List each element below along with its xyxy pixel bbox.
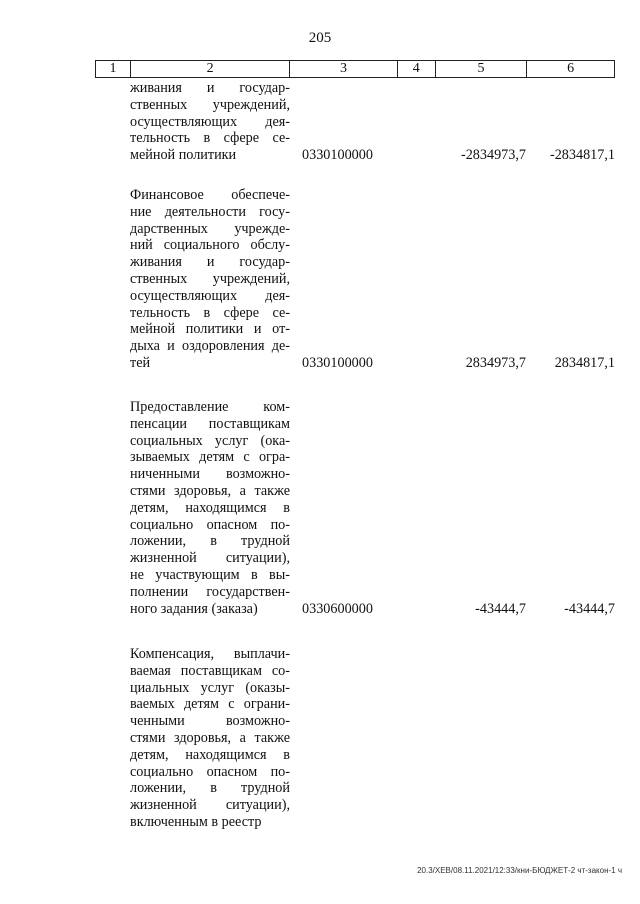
description-line: жизненной ситуации), (130, 550, 290, 567)
description-line: детям, находящимся в (130, 746, 290, 763)
row-value-col5: 2834973,7 (465, 355, 526, 371)
description-line: ченными возможно- (130, 713, 290, 730)
row-value-col6: -2834817,1 (549, 147, 615, 163)
description-line: ний социального обслу- (130, 237, 290, 254)
description-line: ложении, в трудной (130, 780, 290, 797)
description-line: социально опасном по- (130, 516, 290, 533)
row-value-col5: -2834973,7 (460, 147, 526, 163)
row-description (130, 187, 290, 372)
row-code: 0330100000 (302, 147, 373, 163)
description-line: жизненной ситуации), (130, 797, 290, 814)
description-line: тельность в сфере се- (130, 304, 290, 321)
description-line: тей (130, 354, 151, 371)
description-line: пенсации поставщикам (130, 415, 290, 432)
description-line: стями здоровья, а также (130, 482, 290, 499)
description-line: мейной политики (130, 147, 237, 164)
column-header-3: 3 (290, 61, 398, 77)
description-line: социальных услуг (ока- (130, 432, 290, 449)
description-line: живания и государ- (130, 254, 290, 271)
description-line: ложении, в трудной (130, 533, 290, 550)
column-header-4: 4 (398, 61, 436, 77)
row-description (130, 646, 290, 831)
description-line: циальных услуг (оказы- (130, 679, 290, 696)
description-line: зываемых детям с огра- (130, 449, 290, 466)
row-description (130, 80, 290, 164)
description-line: ственных учреждений, (130, 96, 290, 113)
document-footer-stamp: 20.3/ХЕВ/08.11.2021/12:33/кни-БЮДЖЕТ-2 чт-закон-1 ч (417, 866, 622, 875)
description-line: ваемая поставщикам со- (130, 662, 290, 679)
row-code: 0330100000 (302, 355, 373, 371)
description-line: ственных учреждений, (130, 270, 290, 287)
column-header-5: 5 (436, 61, 528, 77)
description-line: мейной политики и от- (130, 321, 290, 338)
description-line: стями здоровья, а также (130, 729, 290, 746)
row-description (130, 399, 290, 617)
description-line: детям, находящимся в (130, 499, 290, 516)
description-line: осуществляющих дея- (130, 287, 290, 304)
description-line: не участвующим в вы- (130, 566, 290, 583)
description-line: ваемых детям с ограни- (130, 696, 290, 713)
description-line: социально опасном по- (130, 763, 290, 780)
description-line: полнении государствен- (130, 583, 290, 600)
description-line: дарственных учрежде- (130, 220, 290, 237)
description-line: Предоставление ком- (130, 399, 290, 415)
column-header-6: 6 (567, 61, 575, 76)
description-line: включенным в реестр (130, 813, 262, 830)
description-line: дыха и оздоровления де- (130, 338, 290, 355)
description-line: осуществляющих дея- (130, 113, 290, 130)
description-line: Компенсация, выплачи- (130, 646, 290, 662)
description-line: Финансовое обеспече- (130, 187, 290, 203)
description-line: ного задания (заказа) (130, 600, 258, 617)
row-value-col6: 2834817,1 (554, 355, 615, 371)
description-line: ниченными возможно- (130, 466, 290, 483)
column-header-1: 1 (96, 61, 131, 77)
row-value-col6: -43444,7 (564, 601, 615, 617)
description-line: ние деятельности госу- (130, 203, 290, 220)
description-line: тельность в сфере се- (130, 130, 290, 147)
row-value-col5: -43444,7 (475, 601, 526, 617)
table-header-row (95, 60, 615, 78)
column-header-2: 2 (131, 61, 290, 77)
row-code: 0330600000 (302, 601, 373, 617)
page-number: 205 (308, 30, 332, 46)
description-line: живания и государ- (130, 80, 290, 96)
